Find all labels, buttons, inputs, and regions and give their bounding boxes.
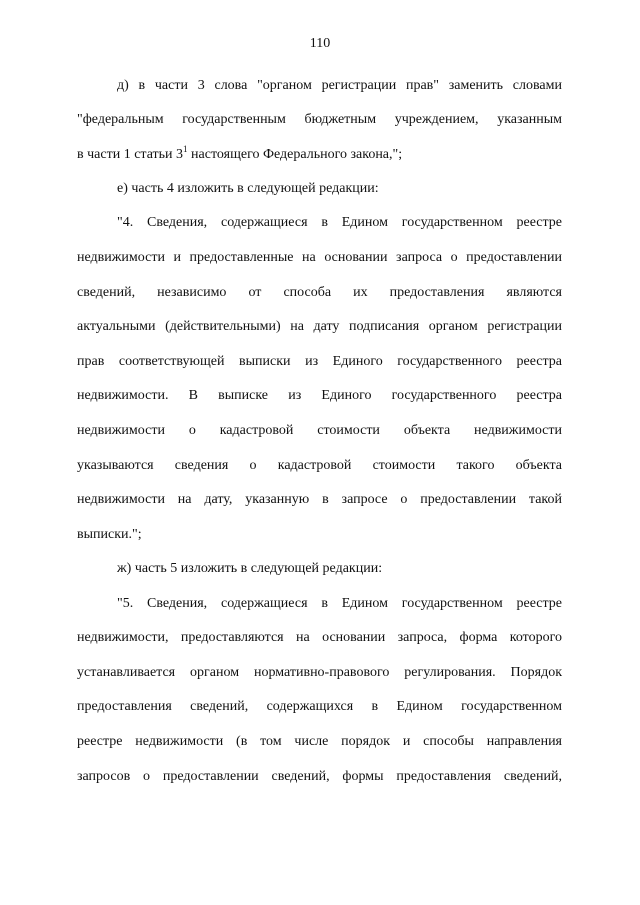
text-line: прав соответствующей выписки из Единого государственного реестра [77, 354, 562, 369]
text-segment: настоящего Федерального закона,"; [187, 147, 403, 162]
text-line: ж) часть 5 изложить в следующей редакции: [117, 561, 383, 576]
text-line: предоставления сведений, содержащихся в Едином государственном [77, 699, 562, 714]
text-line: сведений, независимо от способа их предоставления являются [77, 285, 562, 300]
text-line: реестре недвижимости (в том числе порядок и способы направления [77, 734, 562, 749]
text-line: актуальными (действительными) на дату подписания органом регистрации [77, 319, 562, 334]
text-line: устанавливается органом нормативно-правового регулирования. Порядок [77, 665, 562, 680]
text-line: недвижимости на дату, указанную в запросе о предоставлении такой [77, 492, 562, 507]
text-line: недвижимости. В выписке из Единого государственного реестра [77, 388, 562, 403]
text-line: д) в части 3 слова "органом регистрации прав" заменить словами [117, 78, 562, 93]
text-line: указываются сведения о кадастровой стоимости такого объекта [77, 458, 562, 473]
superscript: 1 [183, 144, 188, 154]
text-line: недвижимости, предоставляются на основании запроса, форма которого [77, 630, 562, 645]
text-line: е) часть 4 изложить в следующей редакции: [117, 181, 379, 196]
text-line: "5. Сведения, содержащиеся в Едином государственном реестре [117, 596, 562, 611]
text-line: запросов о предоставлении сведений, формы предоставления сведений, [77, 769, 562, 784]
text-line: недвижимости и предоставленные на основании запроса о предоставлении [77, 250, 562, 265]
text-line [77, 146, 562, 164]
text-line: выписки."; [77, 527, 142, 542]
text-line: "4. Сведения, содержащиеся в Едином государственном реестре [117, 215, 562, 230]
page-number: 110 [309, 36, 331, 51]
text-line: недвижимости о кадастровой стоимости объекта недвижимости [77, 423, 562, 438]
text-segment: в части 1 статьи 3 [77, 147, 184, 162]
text-line: "федеральным государственным бюджетным учреждением, указанным [77, 112, 562, 127]
